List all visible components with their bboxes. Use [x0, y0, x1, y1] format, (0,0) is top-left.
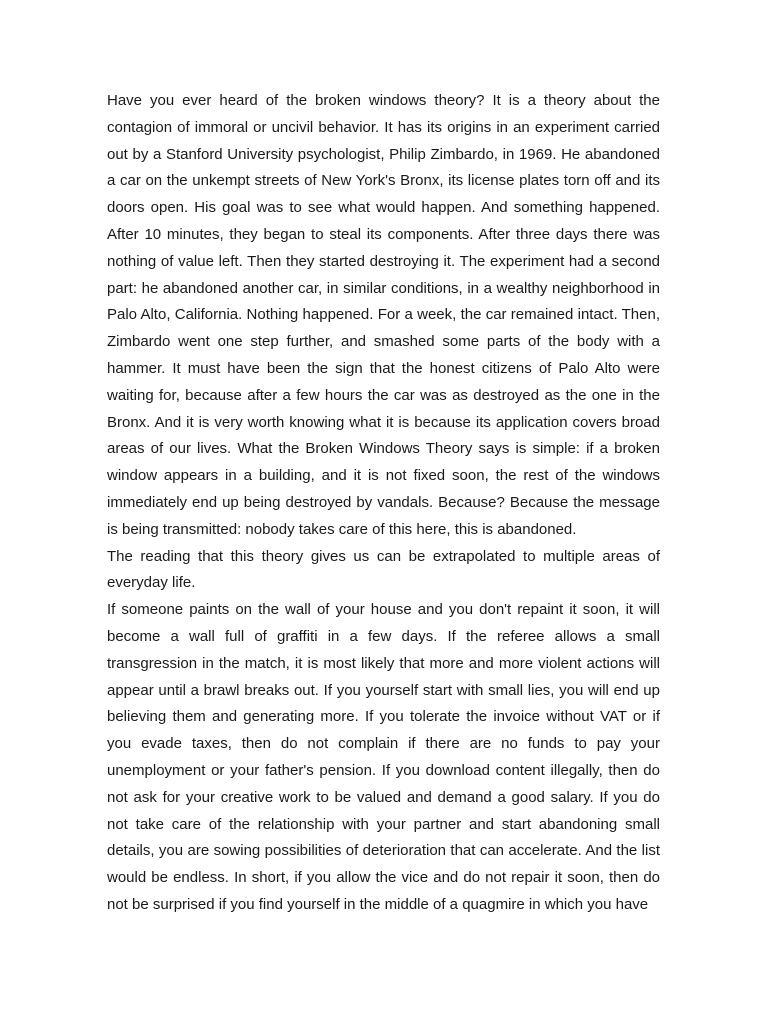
paragraph-broken-windows-intro: Have you ever heard of the broken windows theory? It is a theory about the contagion of immoral or uncivil behavior. It has its origins in an experiment carried out by a Stanford University psychologist, Philip Zimbardo, in 1969. He abandoned a car on the unkempt streets of New York's Bronx, its license plates torn off and its doors open. His goal was to see what would happen. And something happened. After 10 minutes, they began to steal its components. After three days there was nothing of value left. Then they started destroying it. The experiment had a second part: he abandoned another car, in similar conditions, in a wealthy neighborhood in Palo Alto, California. Nothing happened. For a week, the car remained intact. Then, Zimbardo went one step further, and smashed some parts of the body with a hammer. It must have been the sign that the honest citizens of Palo Alto were waiting for, because after a few hours the car was as destroyed as the one in the Bronx. And it is very worth knowing what it is because its application covers broad areas of our lives. What the Broken Windows Theory says is simple: if a broken window appears in a building, and it is not fixed soon, the rest of the windows immediately end up being destroyed by vandals. Because? Because the message is being transmitted: nobody takes care of this here, this is abandoned.	[107, 92, 660, 538]
paragraph-everyday-examples: If someone paints on the wall of your house and you don't repaint it soon, it will become a wall full of graffiti in a few days. If the referee allows a small transgression in the match, it is most likely that more and more violent actions will appear until a brawl breaks out. If you yourself start with small lies, you will end up believing them and generating more. If you tolerate the invoice without VAT or if you evade taxes, then do not complain if there are no funds to pay your unemployment or your father's pension. If you download content illegally, then do not ask for your creative work to be valued and demand a good salary. If you do not take care of the relationship with your partner and start abandoning small details, you are sowing possibilities of deterioration that can accelerate. And the list would be endless. In short, if you allow the vice and do not repair it soon, then do not be surprised if you find yourself in the middle of a quagmire in which you have	[107, 601, 660, 913]
document-page	[107, 88, 660, 919]
paragraph-extrapolation: The reading that this theory gives us can be extrapolated to multiple areas of everyday life.	[107, 547, 660, 592]
